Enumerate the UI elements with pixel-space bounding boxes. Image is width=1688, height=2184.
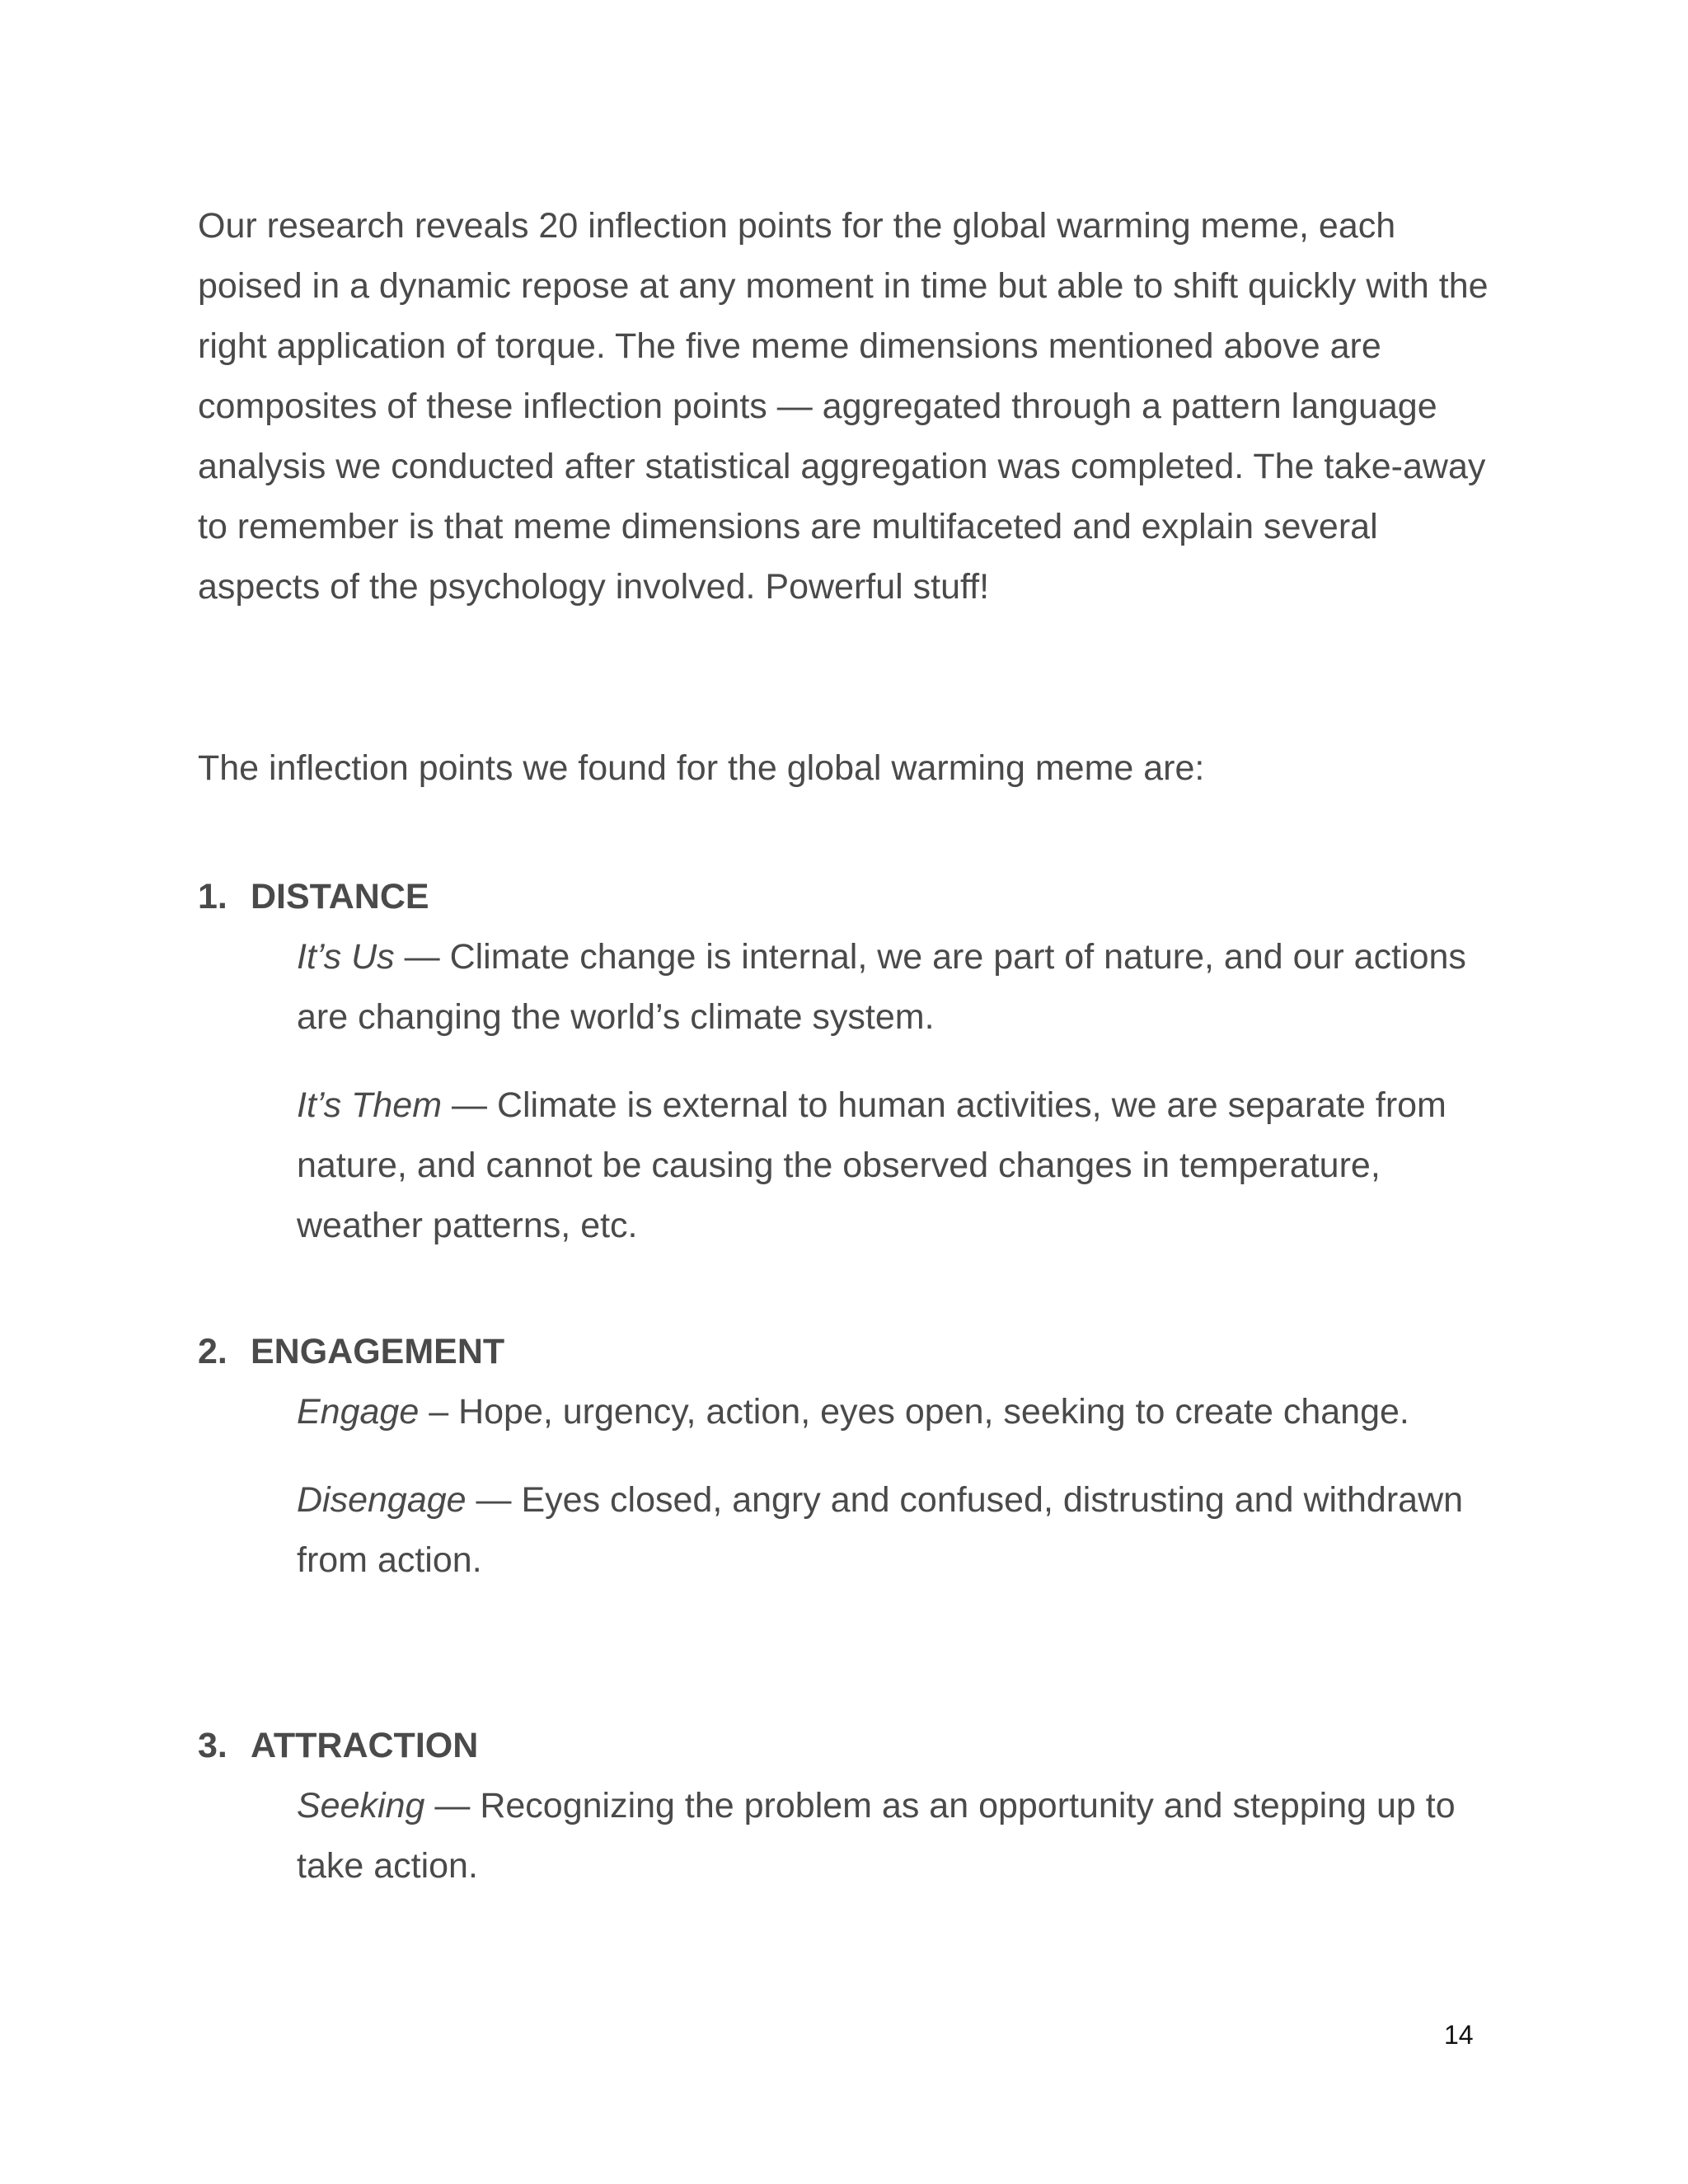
- item-separator: —: [424, 1786, 481, 1825]
- item-text: Eyes closed, angry and confused, distrusting and withdrawn from action.: [297, 1480, 1464, 1580]
- section-attraction: [198, 1716, 1500, 1924]
- item-separator: —: [466, 1480, 522, 1520]
- section-title: ATTRACTION: [251, 1726, 479, 1765]
- list-item: [297, 1776, 1500, 1896]
- item-term: Seeking: [297, 1786, 425, 1825]
- list-item: [297, 1470, 1500, 1591]
- section-engagement: [198, 1322, 1500, 1619]
- section-heading: [198, 1322, 1500, 1382]
- item-text: Recognizing the problem as an opportunity and stepping up to take action.: [297, 1786, 1456, 1886]
- item-separator: –: [419, 1392, 459, 1432]
- item-separator: —: [442, 1085, 497, 1125]
- section-title: ENGAGEMENT: [251, 1332, 505, 1371]
- item-text: Hope, urgency, action, eyes open, seeking to create change.: [458, 1392, 1409, 1432]
- section-number: 3.: [198, 1726, 227, 1765]
- item-term: Disengage: [297, 1480, 467, 1520]
- intro-paragraph: Our research reveals 20 inflection points for the global warming meme, each poised in a dynamic repose at any moment in time but able to shift quickly with the right application of torque. The five meme dimensions mentioned above are composites of these inflection points — aggregated through a pattern language analysis we conducted after statistical aggregation was completed. The take-away to remember is that meme dimensions are multifaceted and explain several aspects of the psychology involved. Powerful stuff!: [198, 206, 1489, 607]
- list-item: [297, 927, 1500, 1047]
- section-heading: [198, 1716, 1500, 1776]
- page-number: 14: [1444, 2020, 1474, 2050]
- list-item: [297, 1076, 1500, 1256]
- item-text: Climate change is internal, we are part of nature, and our actions are changing the world’s climate system.: [297, 937, 1466, 1037]
- section-heading: [198, 867, 1500, 927]
- lead-sentence: The inflection points we found for the global warming meme are:: [198, 748, 1205, 788]
- item-term: It’s Them: [297, 1085, 443, 1125]
- section-number: 2.: [198, 1332, 227, 1371]
- section-distance: [198, 867, 1500, 1284]
- section-title: DISTANCE: [251, 877, 429, 916]
- list-item: [297, 1382, 1500, 1442]
- item-term: Engage: [297, 1392, 420, 1432]
- item-text: Climate is external to human activities, we are separate from nature, and cannot be causing the observed changes in temperature, weather patterns, etc.: [297, 1085, 1447, 1245]
- item-term: It’s Us: [297, 937, 395, 977]
- item-separator: —: [394, 937, 450, 977]
- section-number: 1.: [198, 877, 227, 916]
